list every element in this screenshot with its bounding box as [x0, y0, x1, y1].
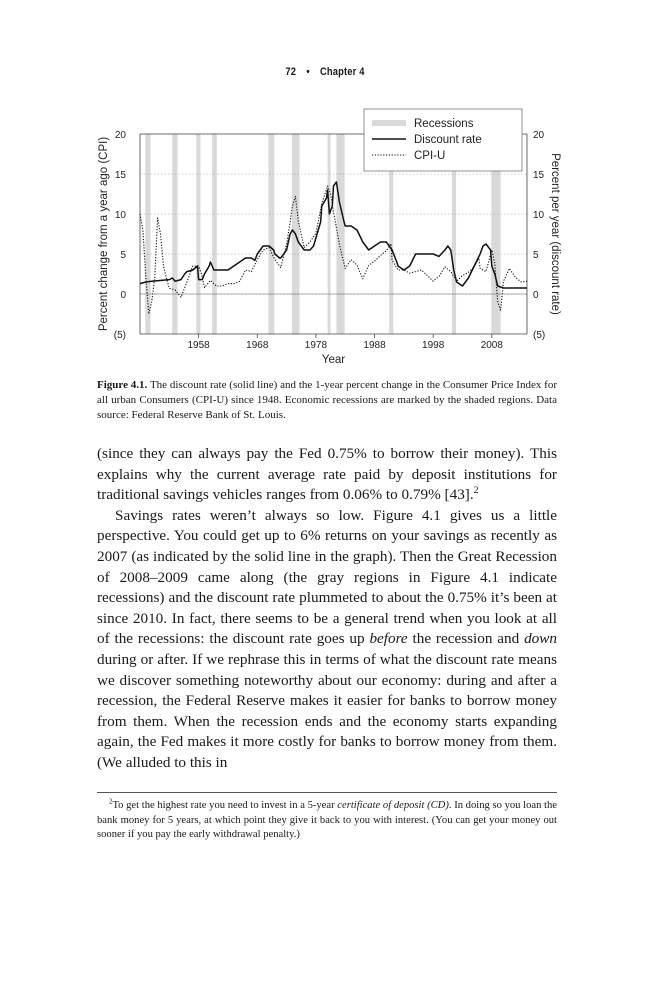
x-axis-title: Year [321, 354, 346, 366]
footnote-text-a: To get the highest rate you need to invest in a 5-year [112, 800, 338, 811]
recession-band-6 [328, 134, 331, 334]
figure-caption-text: The discount rate (solid line) and the 1-year percent change in the Consumer Price Index for all urban Consumers (CPI-U) since 1948. Economic recessions are marked by the shaded regions. Data source: Federal Reserve Bank of St. Louis. [97, 379, 558, 421]
recession-band-1 [172, 134, 177, 334]
chart-legend [364, 109, 522, 171]
x-tick-label-0: 1958 [187, 340, 210, 351]
y-tick-right-1: 15 [533, 170, 545, 181]
y-tick-right-3: 5 [533, 250, 539, 261]
y-axis-title-right: Percent per year (discount rate) [549, 153, 561, 315]
y-tick-left-3: 5 [120, 250, 126, 261]
running-header [49, 66, 602, 78]
y-tick-left-4: 0 [120, 290, 126, 301]
paragraph-2-text-a: Savings rates weren’t always so low. Figure 4.1 gives us a little perspective. You could get up to 6% returns on your savings as recently as 2007 (as indicated by the solid line in the graph). Then the Great Recession of 2008–2009 came along (the gray regions in Figure 4.1 indicate recessions) and the discount rate plummeted to about the 0.75% it’s been at since 2010. In fact, there seems to be a general trend when you look at all of the recessions: the discount rate goes up [97, 506, 557, 648]
footnote-emphasis: certificate of deposit (CD) [337, 800, 449, 811]
legend-swatch-recessions [372, 120, 406, 126]
paragraph-1 [97, 444, 557, 506]
y-tick-right-2: 10 [533, 210, 545, 221]
paragraph-2-text-b: the recession and [407, 630, 525, 648]
emphasis-down: down [524, 630, 557, 648]
y-tick-left-5: (5) [113, 330, 126, 341]
footnote-ref: 2 [473, 485, 479, 497]
paragraph-2 [97, 506, 557, 774]
y-axis-title-left: Percent change from a year ago (CPI) [98, 136, 110, 332]
y-tick-right-4: 0 [533, 290, 539, 301]
legend-label-1: Discount rate [414, 134, 482, 146]
y-tick-left-0: 20 [114, 130, 126, 141]
x-tick-label-3: 1988 [363, 340, 386, 351]
y-tick-right-5: (5) [533, 330, 546, 341]
recession-band-4 [268, 134, 274, 334]
body-text [97, 444, 557, 774]
x-tick-label-4: 1998 [422, 340, 445, 351]
legend-label-2: CPI-U [414, 150, 446, 162]
emphasis-before: before [369, 630, 408, 648]
page-number: 72 [285, 66, 297, 78]
footnote-text-b: . In doing so you loan the bank money for 5 years, at which point they give it back to you with interest. (You can get your money out sooner if you pay the early withdrawal penalty.) [97, 800, 557, 840]
y-tick-left-1: 15 [114, 170, 126, 181]
y-tick-left-2: 10 [114, 210, 126, 221]
footnote-mark: 2 [109, 798, 113, 806]
recession-band-7 [336, 134, 344, 334]
x-tick-label-1: 1968 [246, 340, 269, 351]
figure-label: Figure 4.1. [97, 379, 148, 391]
figure-caption [97, 378, 557, 423]
x-tick-label-5: 2008 [480, 340, 503, 351]
paragraph-1-text: (since they can always pay the Fed 0.75% to borrow their money). This explains why the current average rate paid by deposit institutions for traditional savings vehicles ranges from 0.06% to 0.79% [43]. [97, 445, 557, 504]
x-tick-label-2: 1978 [304, 340, 328, 351]
recession-band-3 [212, 134, 217, 334]
paragraph-2-text-c: during or after. If we rephrase this in terms of what the discount rate means we discover something noteworthy about our economy: during and after a recession, the Federal Reserve makes it easier for banks to borrow money from them. When the recession ends and the economy starts expanding again, the Fed makes it more costly for banks to borrow money from them. (We alluded to this in [97, 650, 557, 771]
recession-band-2 [196, 134, 200, 334]
footnote-rule [97, 792, 557, 793]
discount-cpi-chart [0, 100, 650, 370]
legend-label-0: Recessions [414, 118, 474, 130]
footnote [97, 799, 557, 843]
chapter-label: Chapter 4 [319, 66, 365, 78]
header-separator: • [306, 66, 310, 78]
y-tick-right-0: 20 [533, 130, 545, 141]
